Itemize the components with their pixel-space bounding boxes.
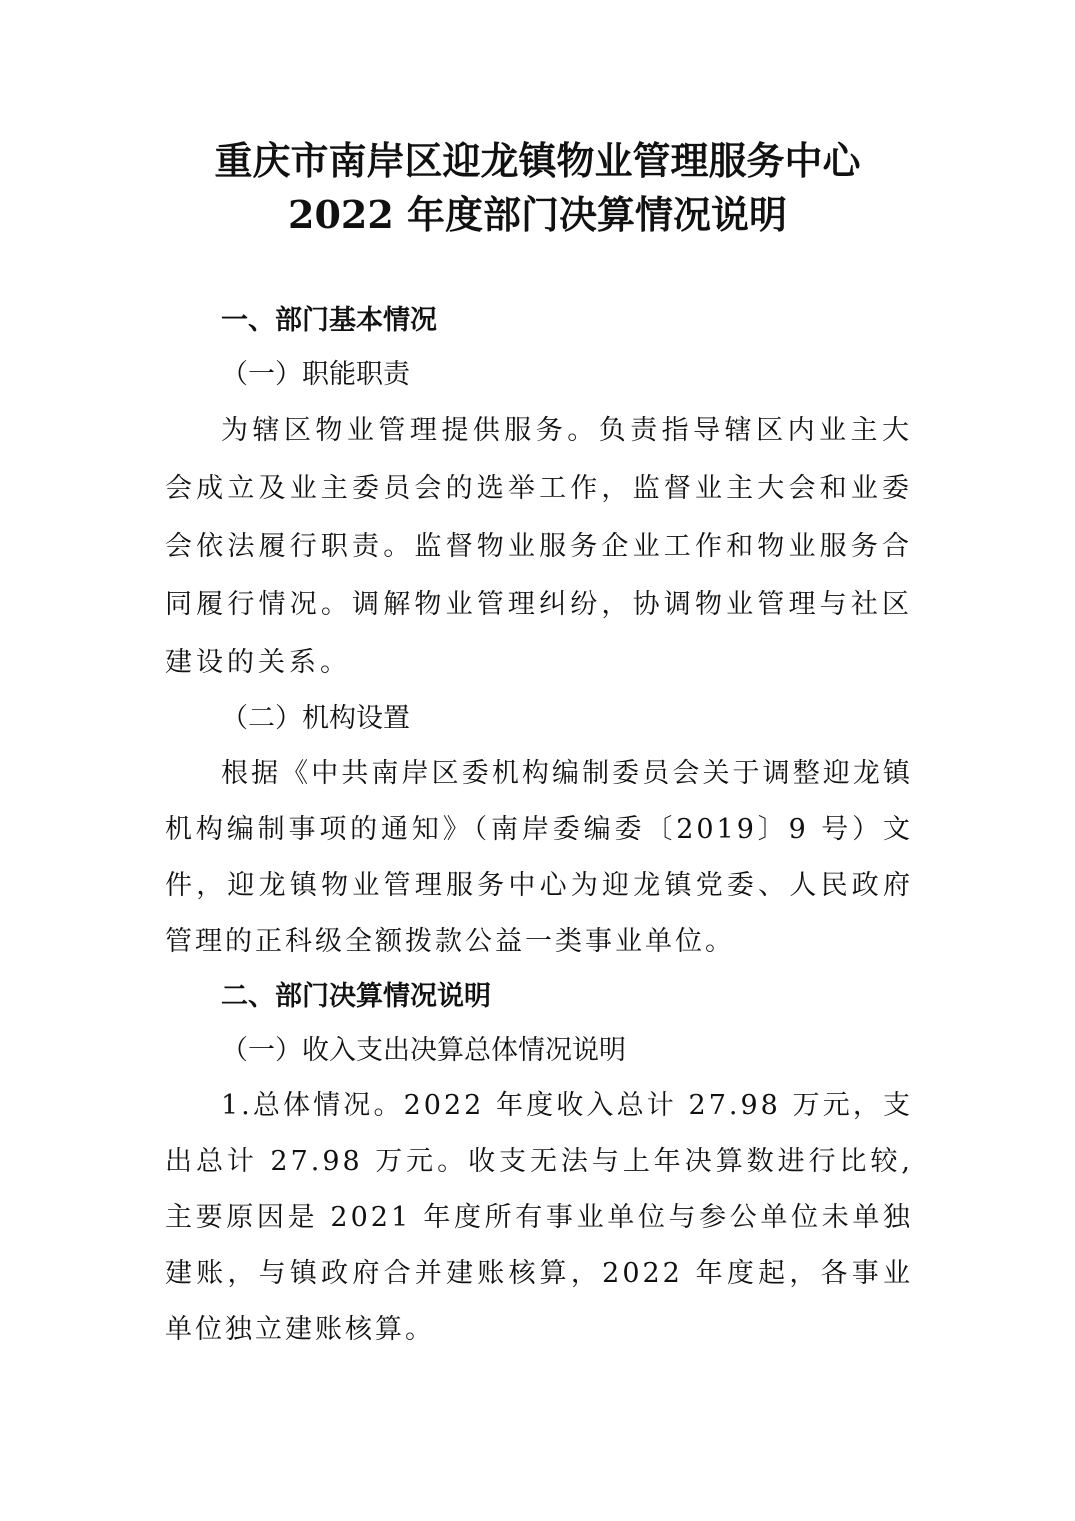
title-line-2: 2022 年度部门决算情况说明 [288, 192, 787, 237]
section-1-subheading-1: （一）职能职责 [221, 359, 410, 390]
section-1-paragraph-organization: 根据《中共南岸区委机构编制委员会关于调整迎龙镇机构编制事项的通知》（南岸委编委〔2019〕9 号）文件，迎龙镇物业管理服务中心为迎龙镇党委、人民政府管理的正科级全额拨款公益一类事业单位。 [165, 758, 913, 957]
section-2-paragraph-overall: 1.总体情况。2022 年度收入总计 27.98 万元，支出总计 27.98 万元。收支无法与上年决算数进行比较,主要原因是 2021 年度所有事业单位与参公单位未单独建账，与镇政府合并建账核算，2022 年度起，各事业单位独立建账核算。 [165, 1090, 913, 1345]
document-body [165, 294, 913, 1358]
section-1-heading: 一、部门基本情况 [221, 305, 437, 336]
document-title [0, 134, 1075, 242]
section-2-subheading-1: （一）收入支出决算总体情况说明 [221, 1035, 626, 1066]
section-1-subheading-2: （二）机构设置 [221, 703, 410, 734]
section-2-heading: 二、部门决算情况说明 [221, 981, 491, 1012]
title-line-1: 重庆市南岸区迎龙镇物业管理服务中心 [214, 138, 861, 183]
section-1-paragraph-duties: 为辖区物业管理提供服务。负责指导辖区内业主大会成立及业主委员会的选举工作，监督业主大会和业委会依法履行职责。监督物业服务企业工作和物业服务合同履行情况。调解物业管理纠纷，协调物业管理与社区建设的关系。 [165, 415, 913, 678]
